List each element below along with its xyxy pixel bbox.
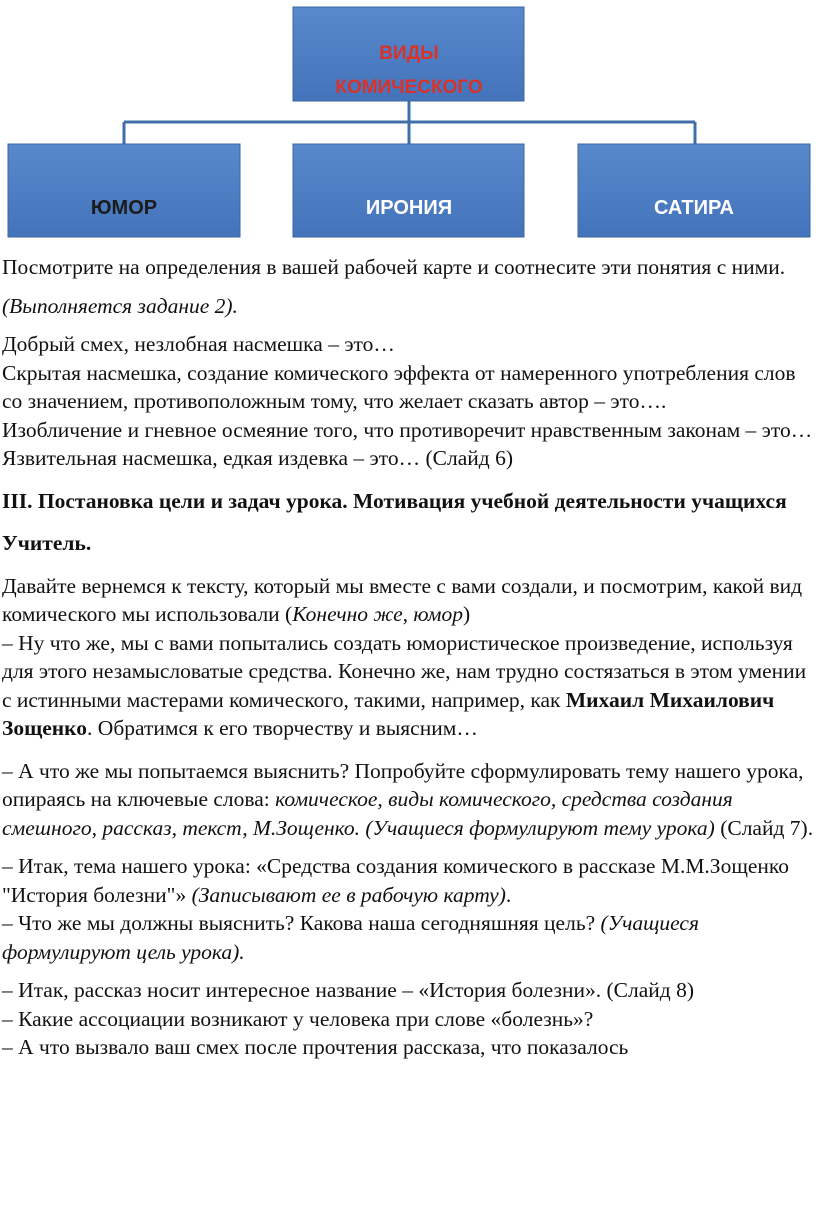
paragraph-topic-question [2, 757, 814, 843]
paragraph-task-note: (Выполняется задание 2). [2, 293, 238, 318]
italic-answer: Конечно же, юмор [292, 602, 463, 626]
paragraph-zoshchenko [2, 629, 814, 743]
paragraph-story-title: – Итак, рассказ носит интересное название – «История болезни». (Слайд 8) [2, 978, 694, 1002]
box-irony [293, 144, 524, 237]
definition-satire: Изобличение и гневное осмеяние того, что противоречит нравственным законам – это… [2, 417, 813, 442]
document-body [2, 253, 814, 1062]
top-box-vidy-komicheskogo [293, 7, 524, 101]
box-irony-label: ИРОНИЯ [365, 197, 453, 219]
box-satire [578, 144, 810, 237]
text-span: – Что же мы должны выяснить? Какова наша сегодняшняя цель? [2, 911, 601, 935]
italic-note: (Учащиеся формулируют цель урока). [2, 911, 699, 964]
text-span: ) [462, 602, 471, 626]
text-span: – А что же мы попытаемся выяснить? Попробуйте сформулировать тему нашего урока, опираясь на ключевые слова: [2, 758, 804, 811]
paragraph-goal-question [2, 909, 814, 966]
text-span: . Обратимся к его творчеству и выясним… [87, 716, 478, 740]
diagram-connectors [124, 101, 695, 144]
top-box-line2: КОМИЧЕСКОГО [335, 77, 483, 98]
text-span: . [505, 882, 512, 907]
author-name: Михаил Михаилович Зощенко [2, 687, 775, 740]
text-span: – Ну что же, мы с вами попытались создать юмористическое произведение, используя для этого незамысловатые средства. Конечно же, нам трудно состязаться в этом умении с истинными мастерами комического, такими, например, как [2, 630, 807, 712]
box-humor-label: ЮМОР [90, 197, 158, 219]
italic-note: (Записывают ее в рабочую карту) [191, 882, 506, 907]
text-span: (Слайд 7). [714, 815, 814, 840]
definition-humor: Добрый смех, незлобная насмешка – это… [2, 332, 395, 356]
paragraph-associations: – Какие ассоциации возникают у человека при слове «болезнь»? [2, 1006, 594, 1031]
paragraph-instruction: Посмотрите на определения в вашей рабочей карте и соотнесите эти понятия с ними. [2, 255, 786, 279]
section-heading: III. Постановка цели и задач урока. Мотивация учебной деятельности учащихся [2, 488, 787, 513]
box-satire-label: САТИРА [653, 197, 735, 219]
top-box-line1: ВИДЫ [379, 43, 439, 64]
definition-sarcasm: Язвительная насмешка, едкая издевка – это… (Слайд 6) [2, 446, 513, 470]
speaker-teacher: Учитель. [2, 531, 92, 555]
paragraph-return-to-text [2, 572, 814, 629]
paragraph-lesson-topic [2, 852, 814, 909]
text-span: Давайте вернемся к тексту, который мы вместе с вами создали, и посмотрим, какой вид комического мы использовали ( [2, 573, 803, 626]
box-humor [8, 144, 240, 237]
paragraph-laughter-question: – А что вызвало ваш смех после прочтения рассказа, что показалось [2, 1035, 629, 1059]
text-span: – Итак, тема нашего урока: «Средства создания комического в рассказе М.М.Зощенко "История болезни"» [2, 854, 790, 907]
types-of-comic-diagram [0, 0, 816, 245]
definition-irony: Скрытая насмешка, создание комического эффекта от намеренного употребления слов со значением, противоположным тому, что желает сказать автор – это…. [2, 360, 796, 413]
italic-keywords: комическое, виды комического, средства создания смешного, рассказ, текст, М.Зощенко. (Учащиеся формулируют тему урока) [2, 787, 733, 840]
